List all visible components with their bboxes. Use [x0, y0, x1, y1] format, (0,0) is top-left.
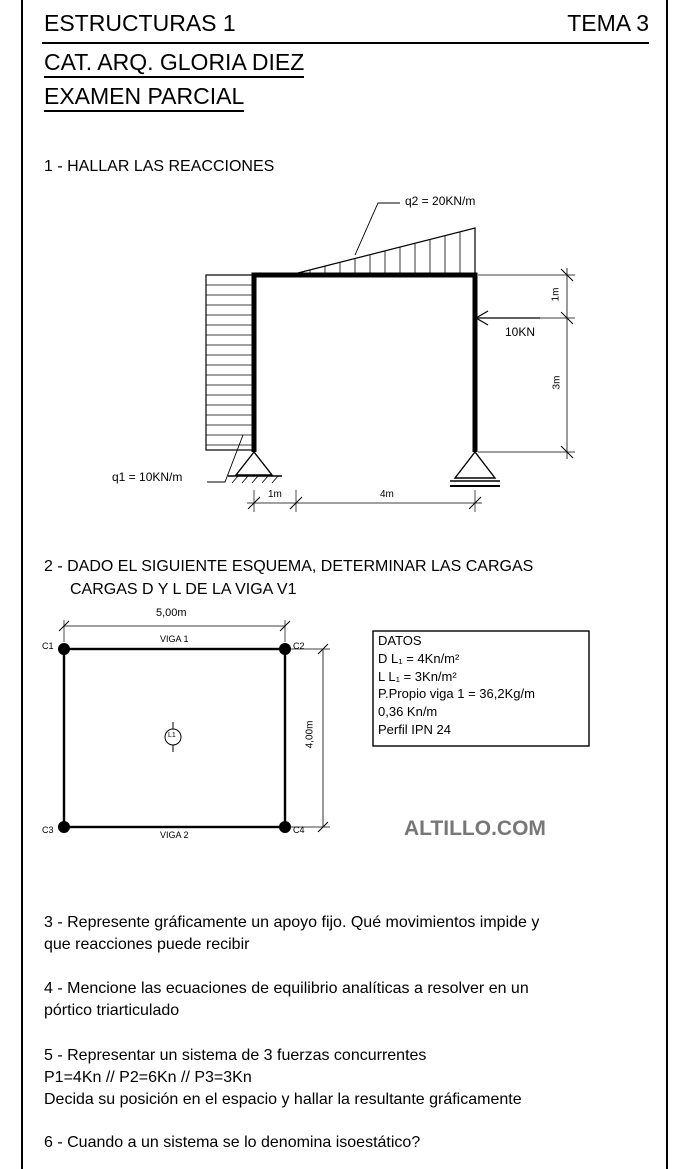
q2-load-hatch: [310, 232, 460, 275]
column-label-c3: C3: [42, 825, 54, 835]
data-box-line: D L₁ = 4Kn/m²: [378, 650, 460, 666]
question-4-line-1: 4 - Mencione las ecuaciones de equilibrio analíticas a resolver en un: [44, 980, 529, 997]
portal-frame: [254, 275, 475, 452]
q2-load-triangle: [290, 228, 475, 275]
question-1-title: 1 - HALLAR LAS REACCIONES: [44, 158, 275, 175]
data-box-line: 0,36 Kn/m: [378, 704, 438, 720]
question-5-line-2: P1=4Kn // P2=6Kn // P3=3Kn: [44, 1069, 252, 1086]
beam-top-label: VIGA 1: [160, 634, 189, 644]
column-label-c4: C4: [293, 825, 305, 835]
question-2-line-1: 2 - DADO EL SIGUIENTE ESQUEMA, DETERMINAR LAS CARGAS: [44, 558, 534, 575]
column-label-c2: C2: [293, 641, 305, 651]
dim-1m-horizontal: 1m: [268, 489, 282, 500]
question-2-line-2: CARGAS D Y L DE LA VIGA V1: [70, 581, 297, 598]
question-3-line-2: que reacciones puede recibir: [44, 936, 250, 953]
dim-1m-vertical: 1m: [550, 287, 562, 302]
column-c1: [58, 643, 70, 655]
question-5-line-3: Decida su posición en el espacio y hallar la resultante gráficamente: [44, 1091, 522, 1108]
q2-leader: [355, 203, 400, 255]
slab-label: L1: [168, 732, 176, 739]
watermark: ALTILLO.COM: [404, 817, 546, 840]
data-box-text: [378, 632, 535, 739]
right-support-icon: [455, 452, 495, 478]
topic-label: TEMA 3: [567, 10, 649, 36]
force-label: 10KN: [505, 325, 536, 339]
question-6-line-1: 6 - Cuando a un sistema se lo denomina isoestático?: [44, 1134, 421, 1151]
column-c3: [58, 821, 70, 833]
column-c4: [279, 821, 291, 833]
q1-load-hatch: [206, 285, 254, 445]
data-box-line: L L₁ = 3Kn/m²: [378, 668, 457, 684]
course-title: ESTRUCTURAS 1: [44, 10, 236, 36]
question-5-line-1: 5 - Representar un sistema de 3 fuerzas concurrentes: [44, 1047, 427, 1064]
beam-bottom-label: VIGA 2: [160, 830, 189, 840]
data-box-line: Perfil IPN 24: [378, 721, 451, 737]
question-3-line-1: 3 - Represente gráficamente un apoyo fijo. Qué movimientos impide y: [44, 914, 540, 931]
data-box-line: DATOS: [378, 633, 422, 648]
plan-height-label: 4,00m: [304, 720, 316, 749]
q2-load-label: q2 = 20KN/m: [405, 194, 476, 208]
dim-4m: 4m: [380, 489, 394, 500]
exam-title: EXAMEN PARCIAL: [44, 82, 244, 112]
q1-load-label: q1 = 10KN/m: [112, 470, 183, 484]
column-c2: [279, 643, 291, 655]
data-box-line: P.Propio viga 1 = 36,2Kg/m: [378, 686, 535, 702]
plan-width-label: 5,00m: [156, 607, 187, 619]
frame-diagram: [206, 203, 575, 512]
professor-name: CAT. ARQ. GLORIA DIEZ: [44, 48, 304, 78]
column-label-c1: C1: [42, 641, 54, 651]
question-4-line-2: pórtico triarticulado: [44, 1002, 180, 1019]
dim-3m: 3m: [551, 375, 563, 390]
left-support-icon: [236, 452, 272, 475]
q1-load-block: [206, 275, 254, 450]
